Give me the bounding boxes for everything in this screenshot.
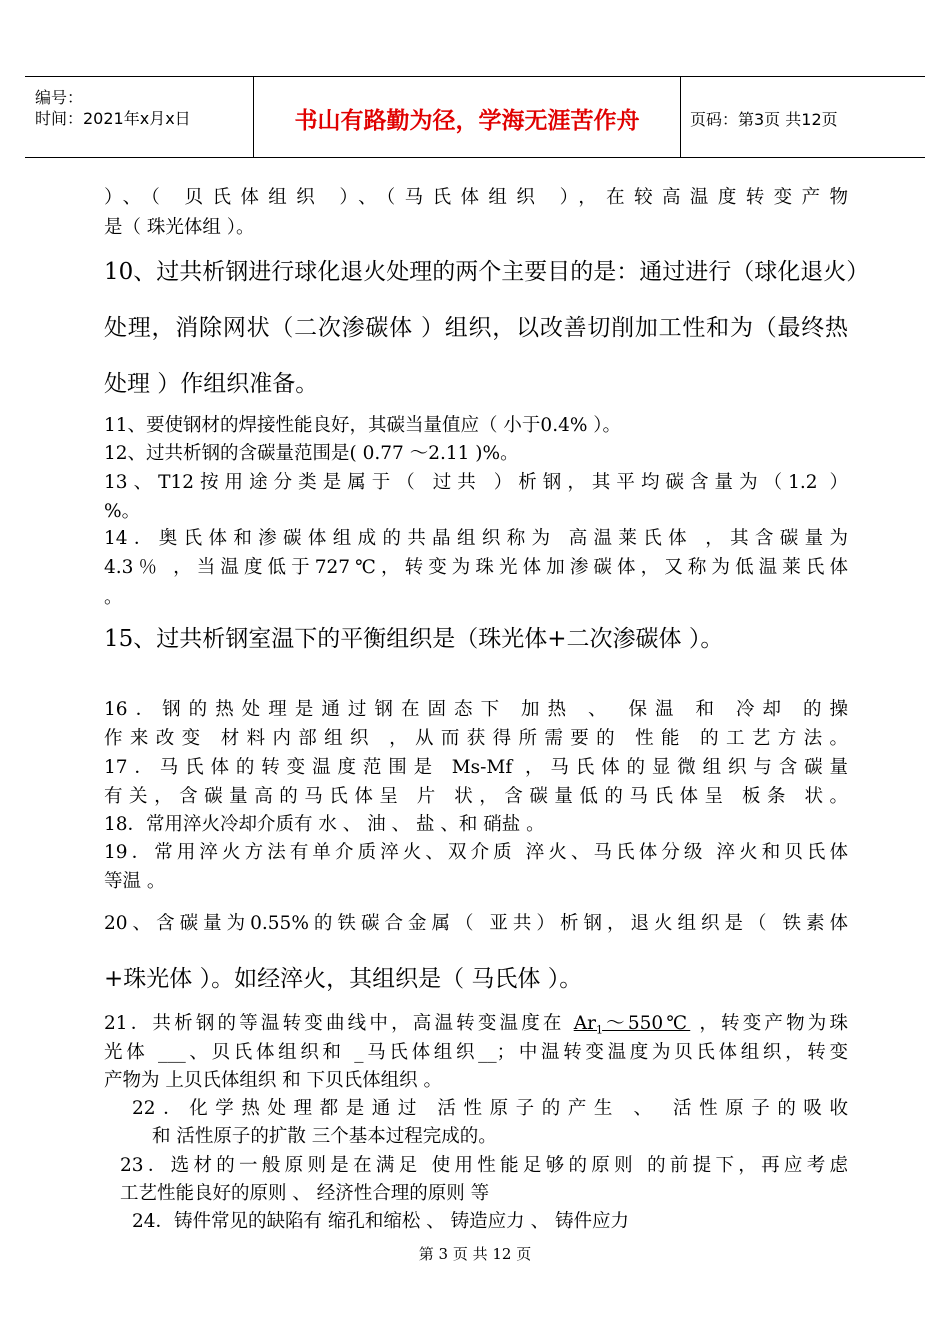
header-motto-cell bbox=[253, 77, 681, 157]
number-label: 编号： bbox=[35, 88, 84, 107]
header-left-cell bbox=[25, 77, 253, 157]
page-label: 页码：第3页 共12页 bbox=[690, 110, 838, 129]
text-line: 等温 。 bbox=[104, 871, 166, 892]
text-line: 18．常用淬火冷却介质有 水 、 油 、 盐 、和 硝盐 。 bbox=[104, 814, 545, 835]
motto: 书山有路勤为径，学海无涯苦作舟 bbox=[294, 108, 640, 134]
ar-label: $Ar_1\sim 550℃$ bbox=[573, 1013, 691, 1037]
text-line: 处理，消除网状（二次渗碳体 ）组织，以改善切削加工性和为（最终热 bbox=[104, 315, 848, 341]
text-segment: 21．共析钢的等温转变曲线中，高温转变温度在 bbox=[104, 1013, 565, 1034]
text-line: ）、（ 贝氏体组织 ）、（马氏体组织 ），在较高温度转变产物 bbox=[104, 187, 848, 208]
text-line: 11、要使钢材的焊接性能良好，其碳当量值应（ 小于0.4% ）。 bbox=[104, 415, 622, 436]
text-line: 15、过共析钢室温下的平衡组织是（珠光体+二次渗碳体 ）。 bbox=[104, 626, 724, 652]
text-line: 作来改变 材料内部组织 ，从而获得所需要的 性能 的工艺方法。 bbox=[104, 728, 848, 749]
text-line-21 bbox=[104, 1012, 848, 1043]
text-line: 工艺性能良好的原则 、 经济性合理的原则 等 bbox=[120, 1183, 490, 1204]
text-line: 4.3％ ，当温度低于727℃，转变为珠光体加渗碳体，又称为低温莱氏体 bbox=[104, 557, 848, 578]
text-line: 处理 ）作组织准备。 bbox=[104, 371, 319, 397]
time-label: 时间：2021年x月x日 bbox=[35, 109, 191, 128]
text-line: 22．化学热处理都是通过 活性原子的产生 、 活性原子的吸收 bbox=[132, 1098, 848, 1119]
text-line: 19．常用淬火方法有单介质淬火、双介质 淬火、马氏体分级 淬火和贝氏体 bbox=[104, 842, 848, 863]
text-line: 是（ 珠光体组 ）。 bbox=[104, 217, 255, 238]
text-line: 和 活性原子的扩散 三个基本过程完成的。 bbox=[152, 1126, 497, 1147]
page-footer: 第 3 页 共 12 页 bbox=[418, 1245, 532, 1263]
text-line: 14．奥氏体和渗碳体组成的共晶组织称为 高温莱氏体 ，其含碳量为 bbox=[104, 528, 848, 549]
header-right-cell bbox=[680, 77, 925, 157]
page-header bbox=[25, 76, 925, 158]
text-line: %。 bbox=[104, 501, 141, 522]
text-line: 13、T12按用途分类是属于（ 过共 ）析钢，其平均碳含量为（1.2 ） bbox=[104, 472, 848, 493]
text-line: 17．马氏体的转变温度范围是 Ms-Mf ，马氏体的显微组织与含碳量 bbox=[104, 757, 848, 778]
text-line: 20、含碳量为0.55%的铁碳合金属（ 亚共）析钢，退火组织是（ 铁素体 bbox=[104, 913, 848, 934]
text-line: 产物为 上贝氏体组织 和 下贝氏体组织 。 bbox=[104, 1070, 443, 1091]
text-line: 。 bbox=[104, 587, 123, 608]
text-segment: ，转变产物为珠 bbox=[699, 1013, 848, 1034]
text-line: 24．铸件常见的缺陷有 缩孔和缩松 、 铸造应力 、 铸件应力 bbox=[132, 1211, 629, 1232]
text-line: 12、过共析钢的含碳量范围是( 0.77 ～2.11 )%。 bbox=[104, 443, 519, 464]
text-line: 光体 ___、贝氏体组织和 _马氏体组织__；中温转变温度为贝氏体组织，转变 bbox=[104, 1042, 848, 1063]
text-line: 10、过共析钢进行球化退火处理的两个主要目的是：通过进行（球化退火） bbox=[104, 259, 870, 285]
text-line: +珠光体 ）。如经淬火，其组织是（ 马氏体 ）。 bbox=[104, 966, 583, 992]
text-line: 23．选材的一般原则是在满足 使用性能足够的原则 的前提下，再应考虑 bbox=[120, 1155, 848, 1176]
text-line: 16．钢的热处理是通过钢在固态下 加热 、 保温 和 冷却 的操 bbox=[104, 699, 848, 720]
text-line: 有关，含碳量高的马氏体呈 片 状，含碳量低的马氏体呈 板条 状。 bbox=[104, 786, 848, 807]
